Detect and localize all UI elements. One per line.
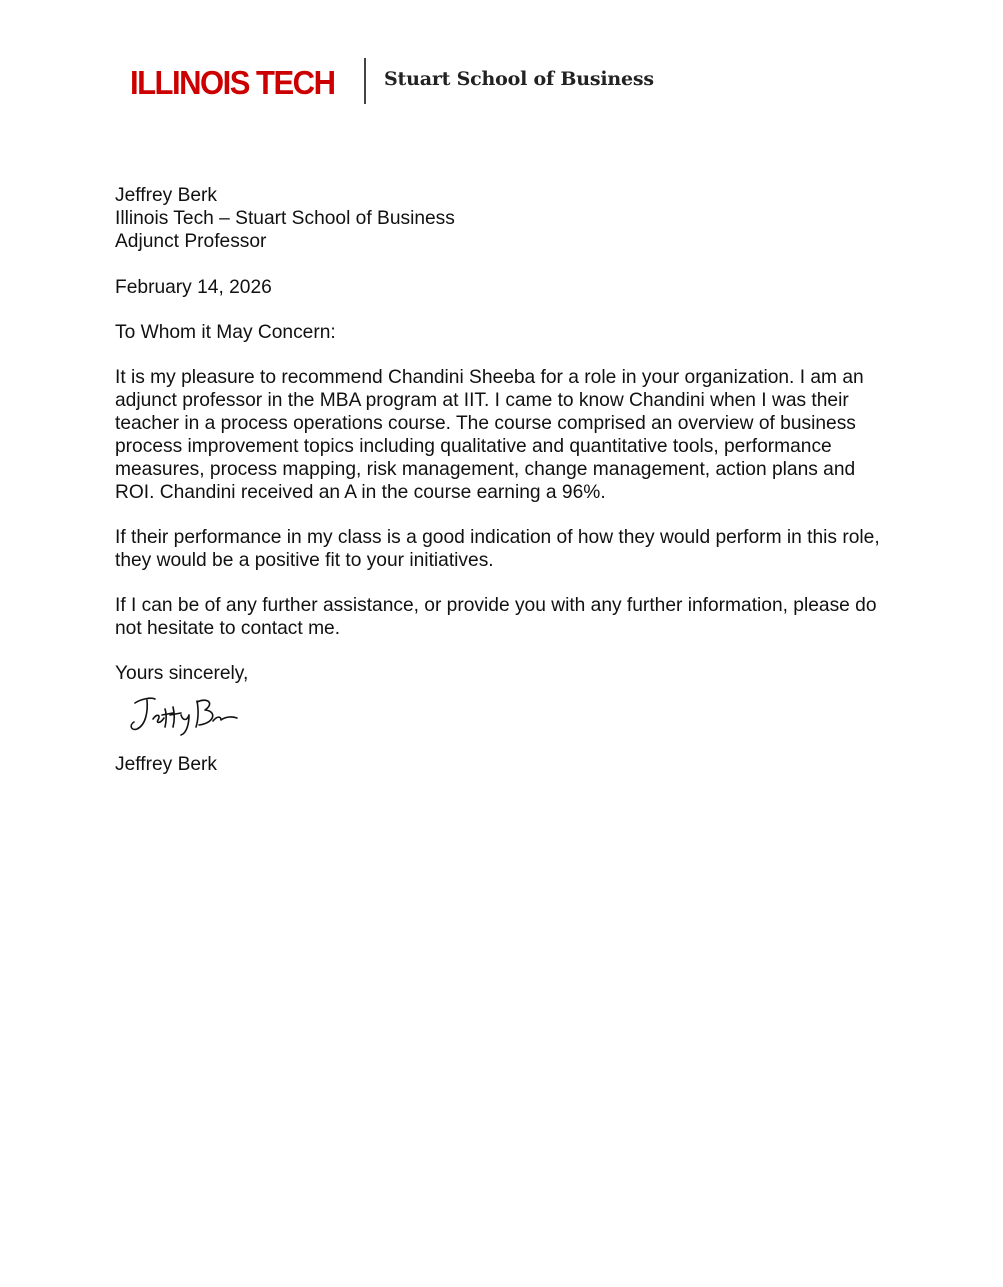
sender-institution: Illinois Tech – Stuart School of Business [115, 208, 455, 229]
letter-date: February 14, 2026 [115, 277, 272, 298]
sender-title: Adjunct Professor [115, 231, 267, 252]
signature-icon [121, 691, 241, 739]
sender-block [115, 184, 895, 253]
body-paragraph-2: If their performance in my class is a good indication of how they would perform in this role, they would be a positive fit to your initiatives. [115, 527, 880, 571]
body-paragraph-1: It is my pleasure to recommend Chandini Sheeba for a role in your organization. I am an adjunct professor in the MBA program at IIT. I came to know Chandini when I was their teacher in a process operations course. The course comprised an overview of business process improvement topics including qualitative and quantitative tools, performance measures, process mapping, risk management, change management, action plans and ROI. Chandini received an A in the course earning a 96%. [115, 367, 864, 503]
sender-name: Jeffrey Berk [115, 185, 218, 206]
salutation: To Whom it May Concern: [115, 322, 336, 343]
body-paragraph-3: If I can be of any further assistance, or provide you with any further information, please do not hesitate to contact me. [115, 595, 877, 639]
school-name: Stuart School of Business [384, 68, 654, 90]
letter-body [115, 184, 895, 776]
letterhead-divider [364, 58, 366, 104]
closing: Yours sincerely, [115, 663, 249, 684]
illinois-tech-logo: ILLINOIS TECH [130, 63, 335, 101]
letterhead [130, 58, 654, 106]
signed-name: Jeffrey Berk [115, 754, 218, 775]
